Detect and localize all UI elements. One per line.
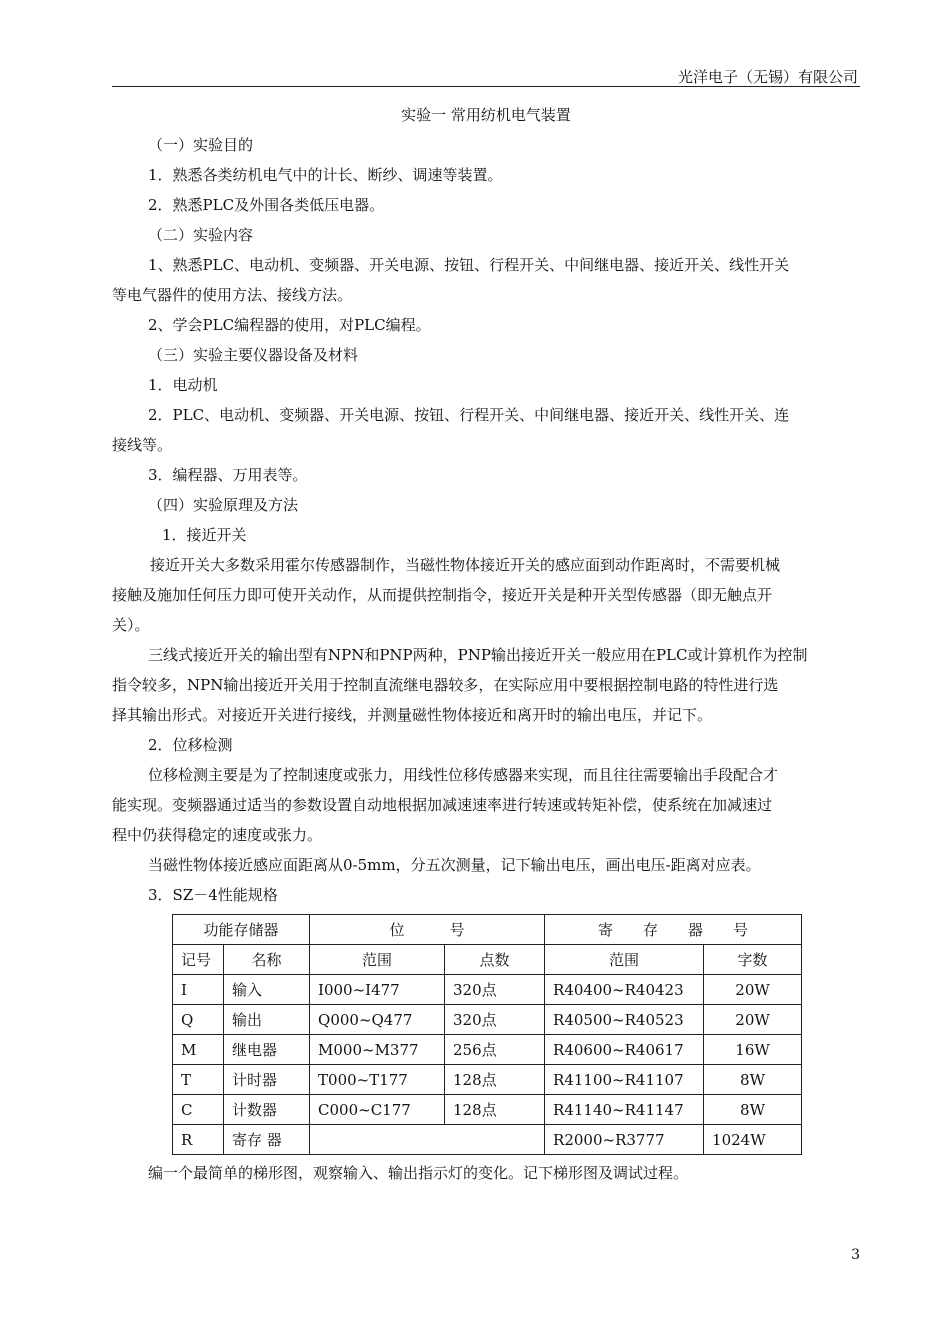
subsection-heading: 1．接近开关 xyxy=(162,526,247,544)
cell-register-range: R40600~R40617 xyxy=(545,1035,704,1065)
subsection-heading: 3．SZ－4性能规格 xyxy=(148,886,278,904)
list-item: 1、熟悉PLC、电动机、变频器、开关电源、按钮、行程开关、中间继电器、接近开关、线性开关 xyxy=(148,256,790,274)
list-item: 2．PLC、电动机、变频器、开关电源、按钮、行程开关、中间继电器、接近开关、线性开关、连 xyxy=(148,406,790,424)
table-row xyxy=(173,1035,802,1065)
section-heading-1: （一）实验目的 xyxy=(148,136,254,154)
section-heading-4: （四）实验原理及方法 xyxy=(148,496,299,514)
header-cell: 记号 xyxy=(173,945,224,975)
cell-symbol: Q xyxy=(173,1005,224,1035)
cell-words: 8W xyxy=(704,1065,802,1095)
header-cell: 范围 xyxy=(310,945,445,975)
cell-register-range: R40400~R40423 xyxy=(545,975,704,1005)
document-body xyxy=(112,100,860,910)
cell-name: 计数器 xyxy=(224,1095,310,1125)
table-row xyxy=(173,1125,802,1155)
cell-symbol: T xyxy=(173,1065,224,1095)
list-item: 1．电动机 xyxy=(148,376,218,394)
cell-words: 16W xyxy=(704,1035,802,1065)
closing-instruction: 编一个最简单的梯形图，观察输入、输出指示灯的变化。记下梯形图及调试过程。 xyxy=(148,1164,689,1182)
cell-symbol: M xyxy=(173,1035,224,1065)
list-item: 2．熟悉PLC及外围各类低压电器。 xyxy=(148,196,385,214)
cell-name: 输入 xyxy=(224,975,310,1005)
cell-points: 320点 xyxy=(445,975,545,1005)
table-row xyxy=(173,975,802,1005)
spec-table xyxy=(172,914,802,1155)
cell-range xyxy=(310,1125,545,1155)
header-company: 光洋电子（无锡）有限公司 xyxy=(677,68,858,86)
paragraph-line: 程中仍获得稳定的速度或张力。 xyxy=(112,826,323,844)
cell-symbol: C xyxy=(173,1095,224,1125)
header-cell: 功能存储器 xyxy=(173,915,310,945)
table-header-row xyxy=(173,915,802,945)
subsection-heading: 2．位移检测 xyxy=(148,736,233,754)
section-heading-2: （二）实验内容 xyxy=(148,226,254,244)
header-cell: 寄 存 器 号 xyxy=(545,915,802,945)
cell-range: M000~M377 xyxy=(310,1035,445,1065)
table-header-row xyxy=(173,945,802,975)
cell-register-range: R41100~R41107 xyxy=(545,1065,704,1095)
paragraph-line: 择其输出形式。对接近开关进行接线，并测量磁性物体接近和离开时的输出电压，并记下。 xyxy=(112,706,713,724)
cell-range: C000~C177 xyxy=(310,1095,445,1125)
section-heading-3: （三）实验主要仪器设备及材料 xyxy=(148,346,359,364)
cell-name: 输出 xyxy=(224,1005,310,1035)
header-cell: 名称 xyxy=(224,945,310,975)
paragraph-line: 三线式接近开关的输出型有NPN和PNP两种，PNP输出接近开关一般应用在PLC或计算机作为控制 xyxy=(148,646,808,664)
cell-symbol: I xyxy=(173,975,224,1005)
cell-symbol: R xyxy=(173,1125,224,1155)
page-title: 实验一 常用纺机电气装置 xyxy=(401,106,571,124)
header-cell: 点数 xyxy=(445,945,545,975)
cell-words: 20W xyxy=(704,1005,802,1035)
list-item: 3．编程器、万用表等。 xyxy=(148,466,308,484)
cell-words: 1024W xyxy=(704,1125,802,1155)
table-row xyxy=(173,1005,802,1035)
header-rule xyxy=(112,86,860,87)
list-item-cont: 等电气器件的使用方法、接线方法。 xyxy=(112,286,353,304)
cell-register-range: R41140~R41147 xyxy=(545,1095,704,1125)
cell-points: 256点 xyxy=(445,1035,545,1065)
header-cell: 位 号 xyxy=(310,915,545,945)
cell-range: I000~I477 xyxy=(310,975,445,1005)
cell-range: T000~T177 xyxy=(310,1065,445,1095)
header-cell: 字数 xyxy=(704,945,802,975)
list-item-cont: 接线等。 xyxy=(112,436,173,454)
paragraph-line: 位移检测主要是为了控制速度或张力，用线性位移传感器来实现，而且往往需要输出手段配合才 xyxy=(148,766,779,784)
paragraph-line: 接近开关大多数采用霍尔传感器制作，当磁性物体接近开关的感应面到动作距离时，不需要机械 xyxy=(150,556,781,574)
cell-name: 继电器 xyxy=(224,1035,310,1065)
cell-register-range: R40500~R40523 xyxy=(545,1005,704,1035)
table-row xyxy=(173,1065,802,1095)
cell-points: 128点 xyxy=(445,1095,545,1125)
paragraph-line: 当磁性物体接近感应面距离从0-5mm，分五次测量，记下输出电压，画出电压-距离对应表。 xyxy=(148,856,761,874)
table-row xyxy=(173,1095,802,1125)
cell-words: 8W xyxy=(704,1095,802,1125)
paragraph-line: 接触及施加任何压力即可使开关动作，从而提供控制指令，接近开关是种开关型传感器（即无触点开 xyxy=(112,586,773,604)
cell-name: 寄存 器 xyxy=(224,1125,310,1155)
cell-points: 128点 xyxy=(445,1065,545,1095)
cell-register-range: R2000~R3777 xyxy=(545,1125,704,1155)
list-item: 2、学会PLC编程器的使用，对PLC编程。 xyxy=(148,316,431,334)
cell-words: 20W xyxy=(704,975,802,1005)
cell-points: 320点 xyxy=(445,1005,545,1035)
paragraph-line: 能实现。变频器通过适当的参数设置自动地根据加减速速率进行转速或转矩补偿，使系统在加减速过 xyxy=(112,796,773,814)
cell-range: Q000~Q477 xyxy=(310,1005,445,1035)
list-item: 1．熟悉各类纺机电气中的计长、断纱、调速等装置。 xyxy=(148,166,503,184)
page-number: 3 xyxy=(851,1247,860,1263)
paragraph-line: 指令较多，NPN输出接近开关用于控制直流继电器较多，在实际应用中要根据控制电路的特性进行选 xyxy=(112,676,779,694)
cell-name: 计时器 xyxy=(224,1065,310,1095)
header-cell: 范围 xyxy=(545,945,704,975)
paragraph-line: 关）。 xyxy=(112,616,150,634)
